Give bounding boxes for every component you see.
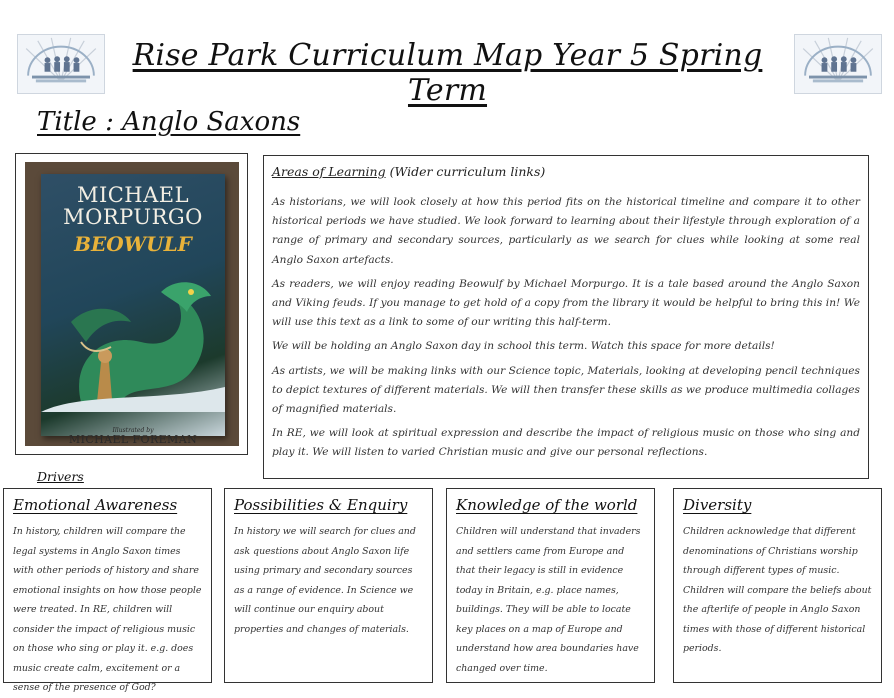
- drivers-label: Drivers: [37, 469, 84, 484]
- driver-text: Children acknowledge that different denominations of Christians worship through different types of music. Children will compare the beliefs about the afterlife of people in Anglo Saxon times with those of different historical periods.: [683, 526, 872, 654]
- driver-text: In history, children will compare the legal systems in Anglo Saxon times with other periods of history and share emotional insights on how those people were treated. In RE, children will consider the impact of religious music on those who sing or play it. e.g. does music create calm, excitement or a sense of the presence of God?: [13, 526, 202, 693]
- areas-heading: [272, 164, 860, 179]
- book-illustrated-by: Illustrated by: [112, 427, 154, 434]
- areas-paragraph: As historians, we will look closely at how this period fits on the historical timeline and compare it to other historical periods we have studied. We look forward to learning about their lifestyle through exploration of a range of primary and secondary sources, particularly as we search for clues while looking at some real Anglo Saxon artefacts.: [272, 196, 860, 266]
- book-photo: [25, 162, 239, 446]
- book-photo-frame: [15, 153, 248, 455]
- areas-paragraph: As artists, we will be making links with our Science topic, Materials, looking at developing pencil techniques to depict textures of different materials. We will then transfer these skills as we produce multimedia collages of magnified materials.: [272, 364, 860, 416]
- driver-title: Possibilities & Enquiry: [234, 496, 408, 514]
- areas-of-learning-box: [263, 155, 869, 479]
- dragon-illustration-icon: [41, 262, 225, 412]
- book-cover: [41, 174, 225, 446]
- areas-heading-label: Areas of Learning: [272, 164, 386, 179]
- driver-diversity: [673, 488, 882, 683]
- areas-paragraph: In RE, we will look at spiritual expression and describe the impact of religious music on those who sing and play it. We will listen to varied Christian music and give our personal reflections.: [272, 427, 860, 459]
- driver-text: Children will understand that invaders and settlers came from Europe and that their legacy is still in evidence today in Britain, e.g. place names, buildings. They will be able to locate key places on a map of Europe and understand how area boundaries have changed over time.: [456, 526, 641, 674]
- driver-emotional-awareness: [3, 488, 212, 693]
- book-author: MICHAEL MORPURGO: [63, 183, 203, 229]
- page-title: Rise Park Curriculum Map Year 5 Spring Term: [132, 38, 763, 108]
- book-title: BEOWULF: [74, 232, 192, 256]
- school-logo-icon: [17, 34, 105, 94]
- driver-title: Diversity: [683, 496, 752, 514]
- areas-paragraph: We will be holding an Anglo Saxon day in school this term. Watch this space for more details!: [272, 340, 775, 353]
- driver-text: In history we will search for clues and ask questions about Anglo Saxon life using primary and secondary sources as a range of evidence. In Science we will continue our enquiry about properties and changes of materials.: [234, 526, 416, 635]
- areas-paragraph: As readers, we will enjoy reading Beowulf by Michael Morpurgo. It is a tale based around the Anglo Saxon and Viking feuds. If you manage to get hold of a copy from the library it would be helpful to bring this in! We will use this text as a link to some of our writing this half-term.: [272, 277, 860, 329]
- school-logo-icon: [794, 34, 882, 94]
- book-illustrator: MICHAEL FOREMAN: [68, 433, 198, 446]
- topic-title: Title : Anglo Saxons: [37, 107, 301, 137]
- driver-knowledge-of-the-world: [446, 488, 655, 683]
- driver-title: Knowledge of the world: [456, 496, 638, 514]
- driver-possibilities-enquiry: [224, 488, 433, 683]
- areas-heading-suffix: (Wider curriculum links): [385, 164, 546, 179]
- driver-title: Emotional Awareness: [13, 496, 178, 514]
